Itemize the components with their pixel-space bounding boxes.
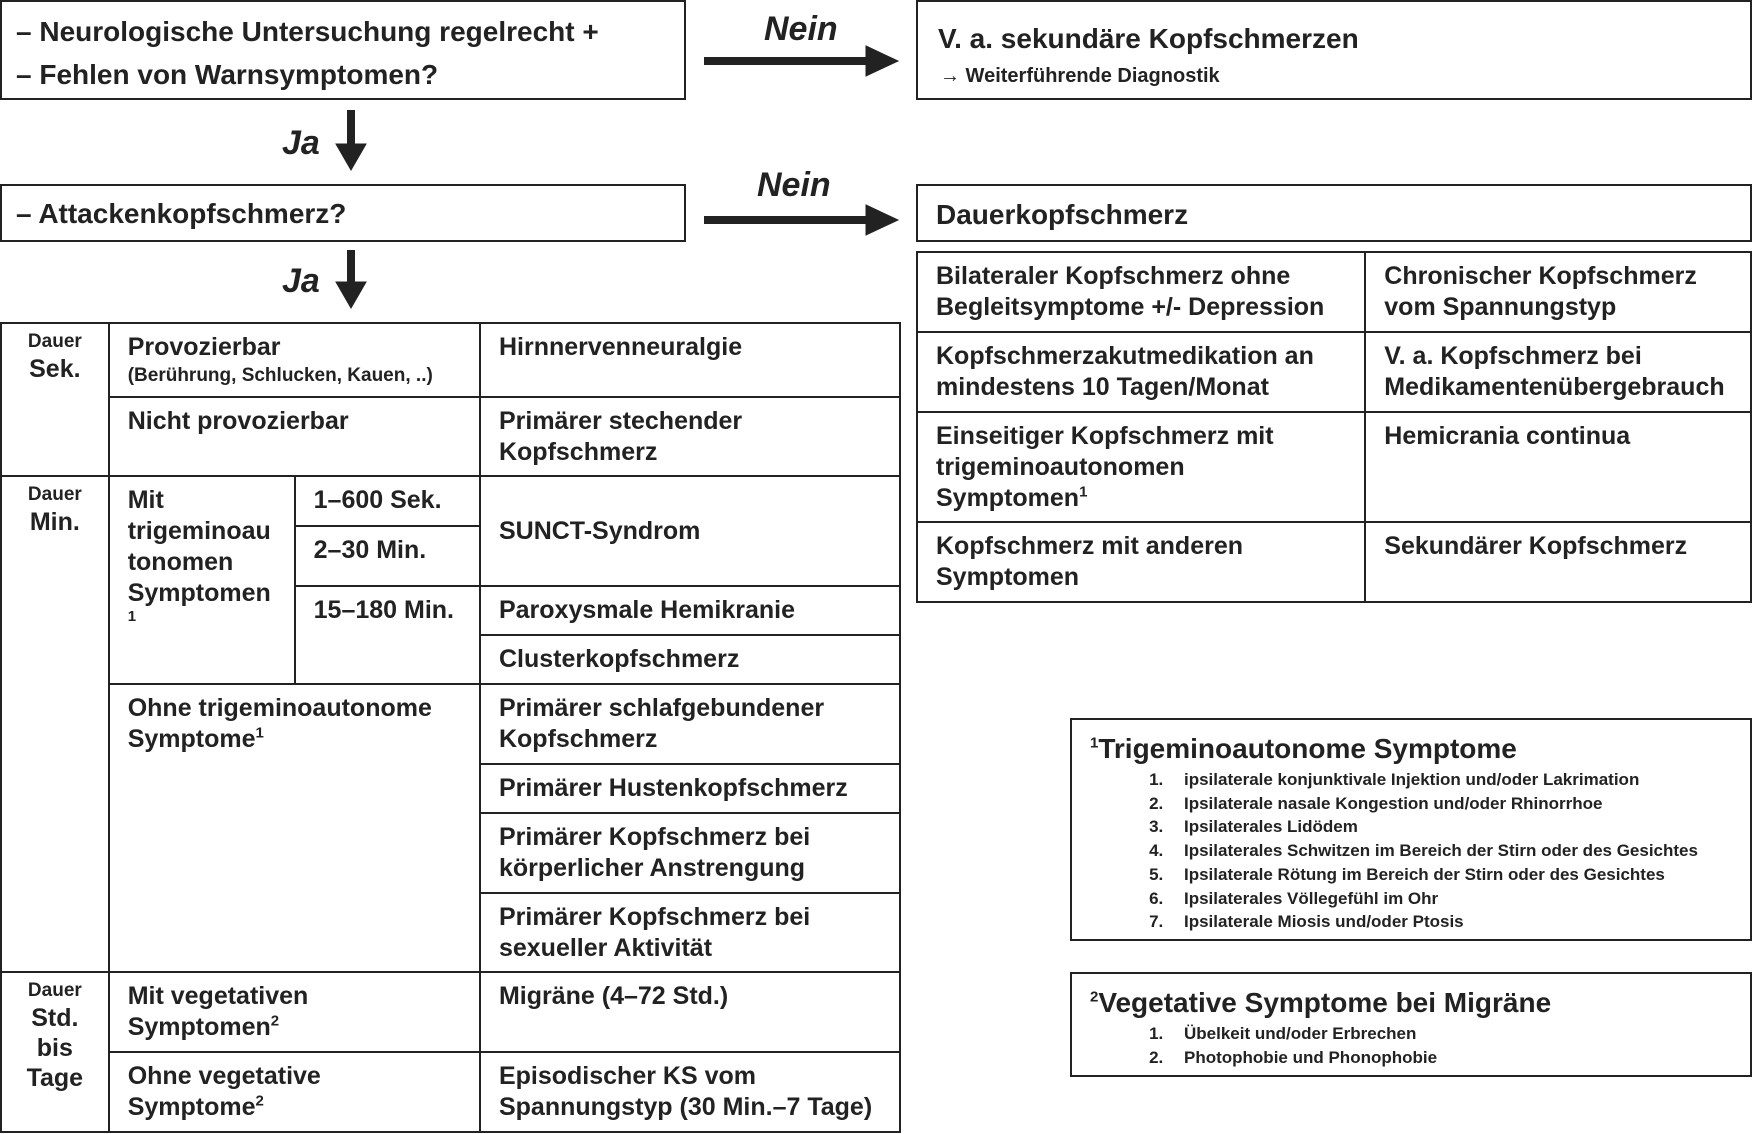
table-cell: Hemicrania continua (1365, 412, 1751, 522)
secondary-headache-title: V. a. sekundäre Kopfschmerzen (938, 23, 1359, 54)
table-cell: Mit trigeminoau tonomen Symptomen 1 (109, 476, 295, 684)
table-cell: 1–600 Sek. (295, 476, 480, 526)
table-row (917, 252, 1751, 332)
arrow-ja-2-head (336, 282, 366, 308)
legend-vegetative-title: $^2$Vegetative Symptome bei Migräne (1090, 987, 1552, 1018)
nein-label-2: Nein (757, 166, 831, 204)
table-cell: 15–180 Min. (295, 586, 480, 684)
arrow-ja-1-head (336, 144, 366, 170)
arrow-nein-2-head (866, 205, 898, 235)
table-cell: Bilateraler Kopfschmerz ohne Begleitsymptome +/- Depression (917, 252, 1365, 332)
table-row (1, 397, 900, 476)
table-row (917, 412, 1751, 522)
list-item: 6. Ipsilaterales Völlegefühl im Ohr (1168, 887, 1750, 911)
table-cell: Primärer schlafgebundener Kopfschmerz (480, 684, 900, 764)
table-cell: Kopfschmerzakutmedikation an mindestens 10 Tagen/Monat (917, 332, 1365, 412)
list-item: 2. Ipsilaterale nasale Kongestion und/oder Rhinorrhoe (1168, 792, 1750, 816)
question-neuro-line2: – Fehlen von Warnsymptomen? (16, 59, 439, 90)
table-cell: Primärer Hustenkopfschmerz (480, 764, 900, 813)
table-row (1, 684, 900, 764)
attack-headache-table (0, 322, 901, 1133)
question-neuro-line1: – Neurologische Untersuchung regelrecht + (16, 16, 599, 47)
question-box-neuro (0, 0, 686, 100)
secondary-headache-box (916, 0, 1752, 100)
legend-trigeminoautonomic-title: $^1$Trigeminoautonome Symptome (1090, 733, 1517, 764)
list-item: 5. Ipsilaterale Rötung im Bereich der Stirn oder des Gesichtes (1168, 863, 1750, 887)
table-cell: Hirnnervenneuralgie (480, 323, 900, 397)
legend-trigeminoautonomic (1070, 718, 1752, 941)
table-row (1, 476, 900, 526)
table-row (1, 323, 900, 397)
ja-label-1: Ja (282, 124, 320, 162)
table-cell: Kopfschmerz mit anderen Symptomen (917, 522, 1365, 602)
list-item: 4. Ipsilaterales Schwitzen im Bereich der Stirn oder des Gesichtes (1168, 839, 1750, 863)
list-item: 1. ipsilaterale konjunktivale Injektion und/oder Lakrimation (1168, 768, 1750, 792)
table-cell: V. a. Kopfschmerz bei Medikamentenübergebrauch (1365, 332, 1751, 412)
duration-seconds: Dauer Sek. (1, 323, 109, 476)
table-cell: Primärer stechender Kopfschmerz (480, 397, 900, 476)
duration-hours-days: Dauer Std. bis Tage (1, 972, 109, 1132)
list-item: 1. Übelkeit und/oder Erbrechen (1168, 1022, 1750, 1046)
legend-trigeminoautonomic-list (1090, 768, 1750, 934)
table-cell: SUNCT-Syndrom (480, 476, 900, 586)
table-cell: Primärer Kopfschmerz bei sexueller Aktivität (480, 893, 900, 972)
table-cell: Einseitiger Kopfschmerz mit trigeminoautonomen Symptomen$^1$ (917, 412, 1365, 522)
question-box-attack (0, 184, 686, 242)
table-cell: Episodischer KS vom Spannungstyp (30 Min.–7 Tage) (480, 1052, 900, 1132)
duration-minutes: Dauer Min. (1, 476, 109, 972)
persistent-headache-table (916, 251, 1752, 603)
list-item: 3. Ipsilaterales Lidödem (1168, 815, 1750, 839)
persistent-headache-box (916, 184, 1752, 242)
table-cell: Chronischer Kopfschmerz vom Spannungstyp (1365, 252, 1751, 332)
list-item: 2. Photophobie und Phonophobie (1168, 1046, 1750, 1070)
table-cell: Mit vegetativen Symptomen$^2$ (109, 972, 480, 1052)
list-item: 7. Ipsilaterale Miosis und/oder Ptosis (1168, 910, 1750, 934)
provocable-cell: Provozierbar (Berührung, Schlucken, Kauen, ..) (109, 323, 480, 397)
table-cell: Primärer Kopfschmerz bei körperlicher Anstrengung (480, 813, 900, 893)
ja-label-2: Ja (282, 262, 320, 300)
question-attack: – Attackenkopfschmerz? (16, 198, 347, 229)
table-cell: Ohne trigeminoautonome Symptome$^1$ (109, 684, 480, 972)
table-cell: 2–30 Min. (295, 526, 480, 586)
table-cell: Migräne (4–72 Std.) (480, 972, 900, 1052)
table-cell: Ohne vegetative Symptome$^2$ (109, 1052, 480, 1132)
nein-label-1: Nein (764, 10, 838, 48)
table-row (1, 1052, 900, 1132)
legend-vegetative (1070, 972, 1752, 1077)
persistent-headache-title: Dauerkopfschmerz (936, 199, 1189, 230)
table-row (917, 332, 1751, 412)
table-row (917, 522, 1751, 602)
table-cell: Nicht provozierbar (109, 397, 480, 476)
table-cell: Sekundärer Kopfschmerz (1365, 522, 1751, 602)
legend-vegetative-list (1090, 1022, 1750, 1069)
table-row (1, 972, 900, 1052)
secondary-headache-sub: → Weiterführende Diagnostik (940, 65, 1220, 87)
arrow-nein-1-head (866, 46, 898, 76)
table-cell: Paroxysmale Hemikranie (480, 586, 900, 635)
table-cell: Clusterkopfschmerz (480, 635, 900, 684)
